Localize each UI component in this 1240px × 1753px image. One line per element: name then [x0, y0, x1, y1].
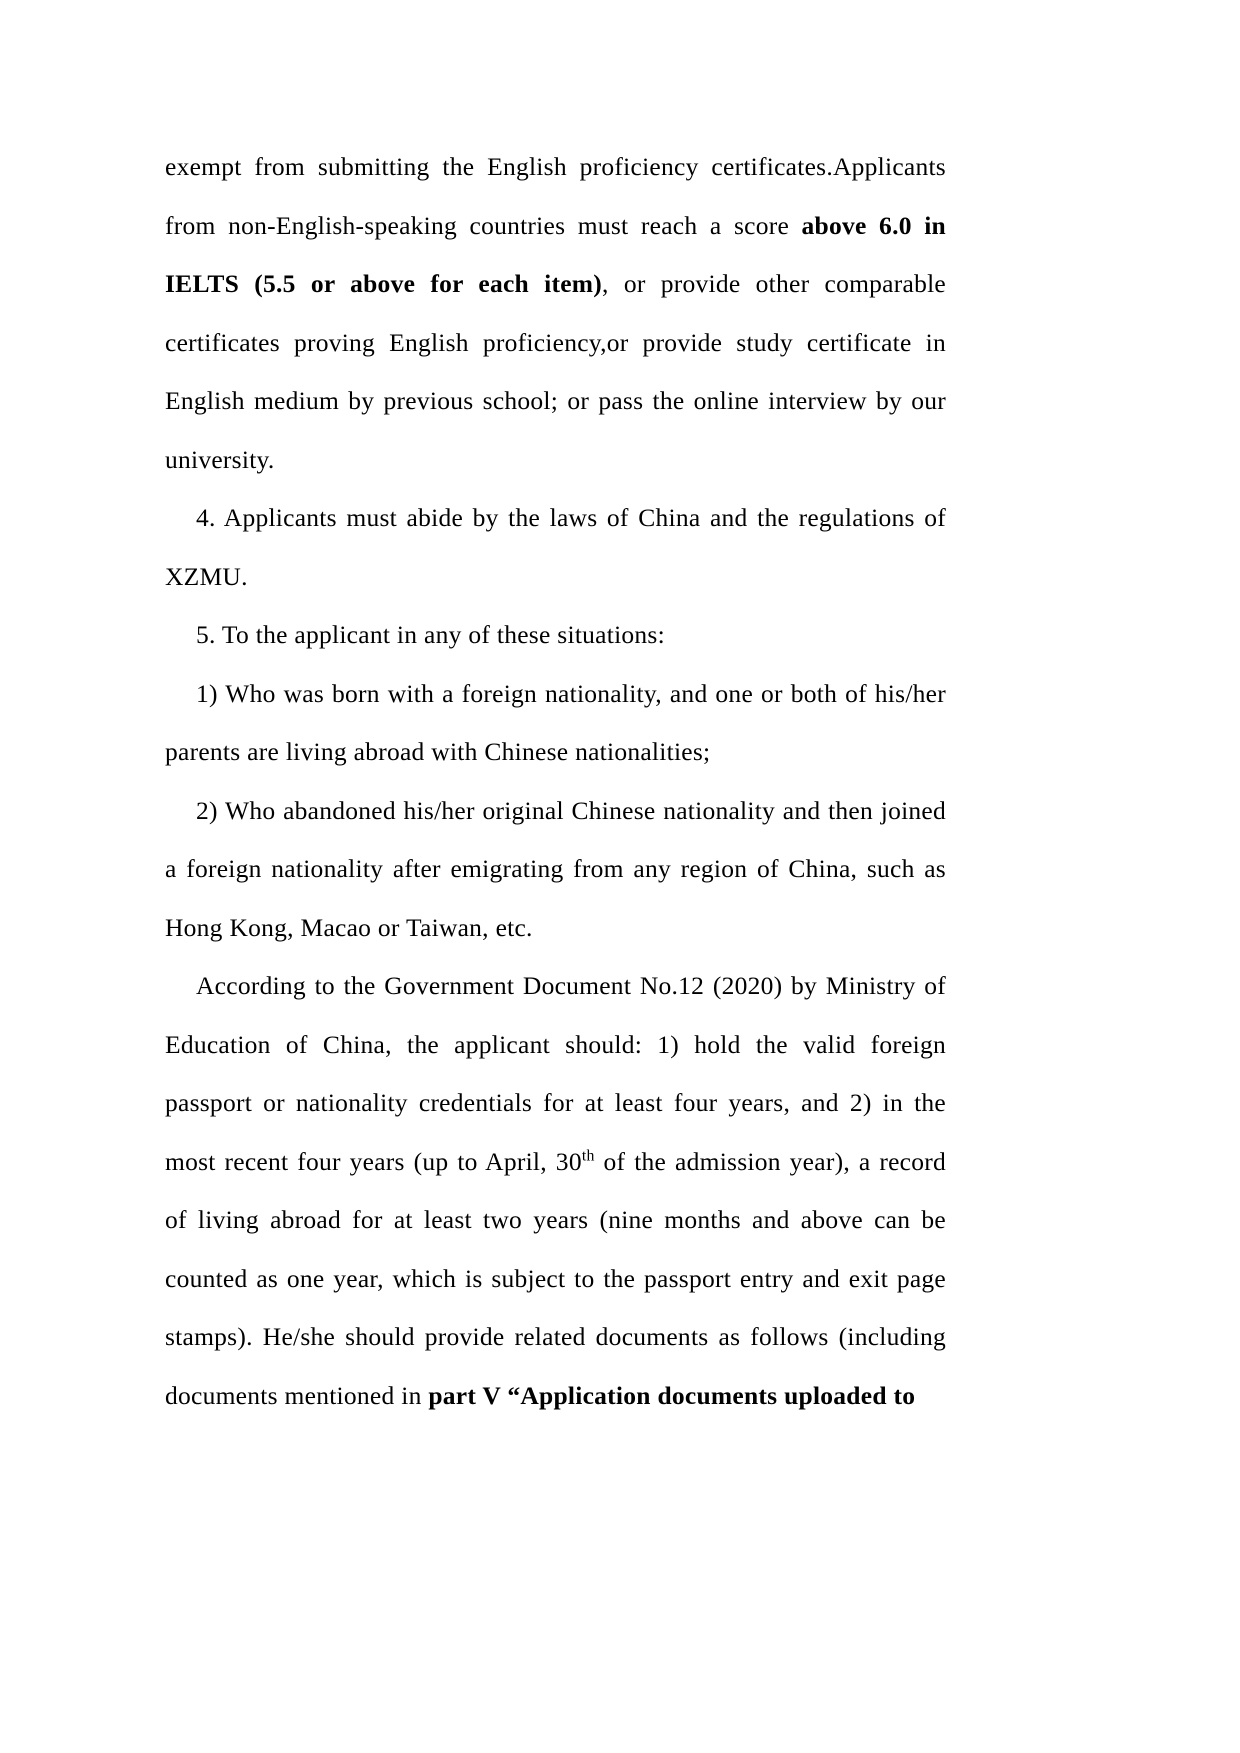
paragraph-item-5-sub-2 [165, 782, 946, 958]
text-run-plain: 1) Who was born with a foreign nationality, and one or both of his/her parents are living abroad with Chinese nationalities; [165, 678, 946, 766]
text-run-bold: part V “Application documents uploaded to [428, 1380, 916, 1410]
text-run-plain: exempt from submitting the English proficiency certificates.Applicants from non-English-speaking countries must reach a score [165, 152, 946, 240]
text-run-bold: above 6.0 in IELTS (5.5 or above for each item) [165, 210, 946, 298]
paragraph-item-4 [165, 489, 946, 606]
paragraph-government-document [165, 957, 946, 1425]
text-run-plain: of the admission year), a record of living abroad for at least two years (nine months and above can be counted as one year, which is subject to the passport entry and exit page stamps). He/she should provide related documents as follows (including documents mentioned in [165, 1146, 946, 1410]
paragraph-item-5-sub-1 [165, 665, 946, 782]
text-run-plain: 5. To the applicant in any of these situations: [196, 620, 665, 649]
ordinal-suffix-superscript: th [581, 1147, 595, 1164]
paragraph-english-proficiency [165, 138, 946, 489]
text-run-plain: 4. Applicants must abide by the laws of China and the regulations of XZMU. [165, 503, 946, 591]
text-run-plain: , or provide other comparable certificates proving English proficiency,or provide study certificate in English medium by previous school; or pass the online interview by our university. [165, 269, 946, 474]
paragraph-item-5 [165, 606, 946, 665]
document-body-text [165, 138, 946, 1425]
text-run-plain: According to the Government Document No.12 (2020) by Ministry of Education of China, the applicant should: 1) hold the valid foreign passport or nationality credentials for at least four years, and 2) in the most recent four years (up to April, 30 [165, 971, 946, 1176]
text-run-plain: 2) Who abandoned his/her original Chinese nationality and then joined a foreign nationality after emigrating from any region of China, such as Hong Kong, Macao or Taiwan, etc. [165, 795, 946, 942]
